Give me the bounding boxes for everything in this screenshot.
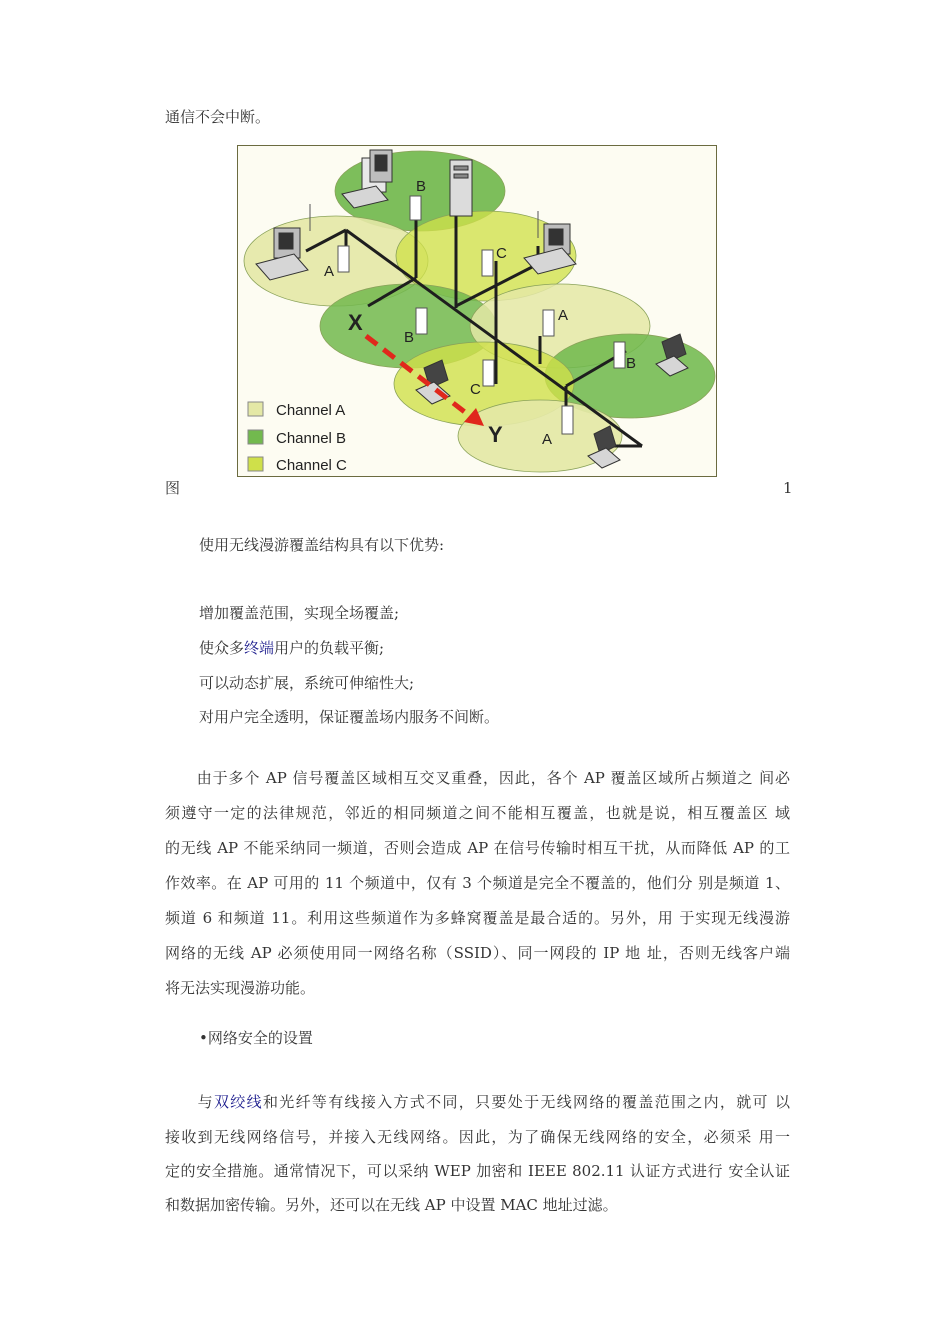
server-tower-icon: [450, 160, 472, 216]
ap-label: B: [626, 355, 637, 372]
diagram-svg: [238, 146, 716, 476]
advantage-item: 增加覆盖范围，实现全场覆盖;: [199, 604, 400, 622]
ap-label: B: [404, 329, 415, 346]
paragraph-line: 须遵守一定的法律规范，邻近的相同频道之间不能相互覆盖，也就是说，相互覆盖区 域: [165, 804, 790, 822]
paragraph-line: 定的安全措施。通常情况下，可以采纳 WEP 加密和 IEEE 802.11 认证方式进行 安全认证: [165, 1162, 790, 1180]
legend-swatch-channel-a: [248, 402, 263, 416]
ap-label: C: [496, 245, 507, 262]
ap-label: A: [542, 431, 553, 448]
legend-label-channel-c: Channel C: [276, 457, 347, 474]
roaming-coverage-diagram: [237, 145, 717, 477]
section-heading: •网络安全的设置: [199, 1029, 313, 1047]
legend-swatch-channel-b: [248, 430, 263, 444]
paragraph-line: 将无法实现漫游功能。: [165, 979, 316, 997]
point-y-label: Y: [488, 422, 503, 447]
ap-icon: [482, 250, 493, 276]
ap-label: A: [324, 263, 335, 280]
legend-label-channel-a: Channel A: [276, 402, 346, 419]
ap-icon: [614, 342, 625, 368]
advantage-item: 使众多终端用户的负载平衡;: [199, 639, 385, 657]
terminal-link[interactable]: 终端: [244, 639, 275, 657]
ap-icon: [410, 196, 421, 220]
paragraph-line: 由于多个 AP 信号覆盖区域相互交叉重叠，因此，各个 AP 覆盖区域所占频道之 间必: [165, 769, 790, 787]
advantage-item: 可以动态扩展，系统可伸缩性大;: [199, 674, 415, 692]
ap-label: B: [416, 178, 427, 195]
advantage-item: 对用户完全透明，保证覆盖场内服务不间断。: [199, 708, 500, 726]
figure-caption-right: 1: [783, 479, 793, 497]
top-line: 通信不会中断。: [165, 108, 271, 126]
ap-icon: [416, 308, 427, 334]
paragraph-line: 与双绞线和光纤等有线接入方式不同，只要处于无线网络的覆盖范围之内，就可 以: [165, 1093, 790, 1111]
ap-label: A: [558, 307, 569, 324]
paragraph-line: 频道 6 和频道 11。利用这些频道作为多蜂窝覆盖是最合适的。另外，用 于实现无线漫游: [165, 909, 790, 927]
paragraph-line: 的无线 AP 不能采纳同一频道，否则会造成 AP 在信号传输时相互干扰，从而降低 AP 的工: [165, 839, 790, 857]
ap-icon: [338, 246, 349, 272]
legend-swatch-channel-c: [248, 457, 263, 471]
ap-label: C: [470, 381, 481, 398]
figure-caption-left: 图: [165, 479, 181, 497]
paragraph-line: 网络的无线 AP 必须使用同一网络名称（SSID）、同一网段的 IP 地 址，否则无线客户端: [165, 944, 790, 962]
intro-line: 使用无线漫游覆盖结构具有以下优势:: [199, 536, 445, 554]
legend: [248, 402, 347, 474]
twisted-pair-link[interactable]: 双绞线: [213, 1093, 263, 1111]
ap-icon: [562, 406, 573, 434]
paragraph-line: 和数据加密传输。另外，还可以在无线 AP 中设置 MAC 地址过滤。: [165, 1196, 618, 1214]
ap-icon: [483, 360, 494, 386]
ap-icon: [543, 310, 554, 336]
point-x-label: X: [348, 310, 363, 335]
paragraph-line: 接收到无线网络信号，并接入无线网络。因此，为了确保无线网络的安全，必须采 用一: [165, 1128, 790, 1146]
legend-label-channel-b: Channel B: [276, 430, 347, 447]
paragraph-line: 作效率。在 AP 可用的 11 个频道中，仅有 3 个频道是完全不覆盖的，他们分 别是频道 1、: [165, 874, 790, 892]
